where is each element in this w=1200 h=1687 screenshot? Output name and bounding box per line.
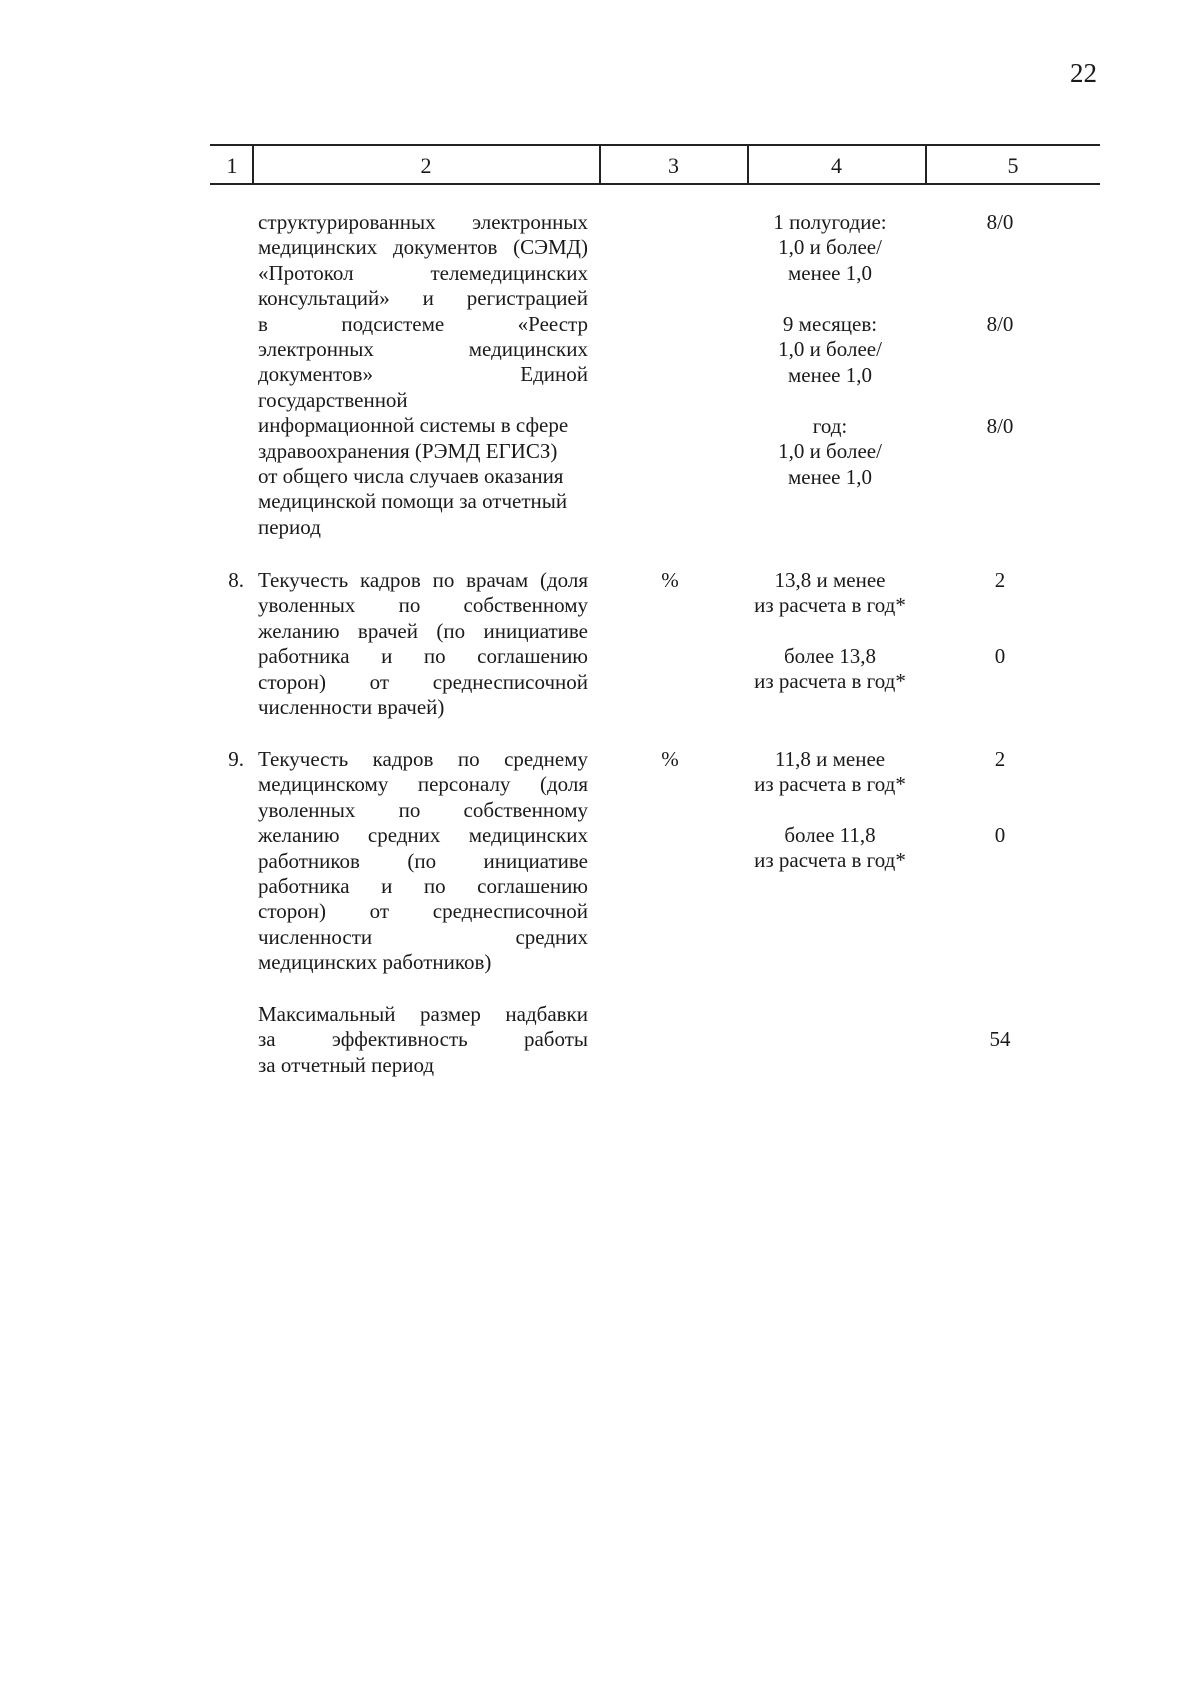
text-line: государственной xyxy=(258,387,408,412)
criterion-line: 11,8 и менее xyxy=(774,747,886,771)
row9-criterion xyxy=(725,823,935,874)
text-line: численности врачей) xyxy=(258,695,445,720)
header-bottom-border xyxy=(210,183,1100,185)
text-line: в подсистеме «Реестр xyxy=(258,311,588,336)
criterion-line: 1,0 и более/ xyxy=(778,439,882,464)
row8-number: 8. xyxy=(228,568,244,592)
text-line: работника и по соглашению xyxy=(258,644,588,669)
text-line: здравоохранения (РЭМД ЕГИСЗ) xyxy=(258,438,558,463)
text-line: желанию врачей (по инициативе xyxy=(258,618,588,643)
text-line: желанию средних медицинских xyxy=(258,823,588,848)
page-number: 22 xyxy=(1070,58,1097,88)
criterion-line: из расчета в год* xyxy=(754,593,906,618)
text-line: период xyxy=(258,514,321,539)
row8-score: 2 xyxy=(994,568,1006,592)
header-col-5: 5 xyxy=(1007,153,1019,178)
text-line: уволенных по собственному xyxy=(258,593,588,618)
criterion-line: из расчета в год* xyxy=(754,772,906,797)
criterion-label: 1 полугодие: xyxy=(773,210,887,234)
text-line: численности средних xyxy=(258,924,588,949)
text-line: Текучесть кадров по среднему xyxy=(258,747,588,771)
header-col-3: 3 xyxy=(668,153,679,178)
row9-criterion xyxy=(725,747,935,798)
criterion-line: менее 1,0 xyxy=(788,362,872,387)
text-line: медицинскому персоналу (доля xyxy=(258,772,588,797)
header-col-2: 2 xyxy=(420,153,432,178)
row7-criterion-year xyxy=(725,414,935,490)
row9-indicator xyxy=(258,747,588,976)
text-line: за эффективность работы xyxy=(258,1027,588,1052)
text-line: сторон) от среднесписочной xyxy=(258,899,588,924)
criterion-label: год: xyxy=(812,414,848,438)
row7-criterion-half-year xyxy=(725,210,935,286)
text-line: медицинских документов (СЭМД) xyxy=(258,235,588,260)
criterion-line: 1,0 и более/ xyxy=(778,337,882,362)
text-line: от общего числа случаев оказания xyxy=(258,464,564,489)
row7-score: 8/0 xyxy=(986,210,1014,234)
text-line: медицинской помощи за отчетный xyxy=(258,489,568,514)
row8-indicator xyxy=(258,568,588,720)
text-line: консультаций» и регистрацией xyxy=(258,286,588,311)
criterion-line: 1,0 и более/ xyxy=(778,235,882,260)
text-line: Текучесть кадров по врачам (доля xyxy=(258,568,588,592)
text-line: информационной системы в сфере xyxy=(258,413,569,438)
row7-score: 8/0 xyxy=(986,312,1014,336)
text-line: «Протокол телемедицинских xyxy=(258,260,588,285)
text-line: за отчетный период xyxy=(258,1052,435,1077)
row8-criterion xyxy=(725,568,935,619)
criterion-line: из расчета в год* xyxy=(754,669,906,694)
text-line: электронных медицинских xyxy=(258,337,588,362)
text-line: медицинских работников) xyxy=(258,950,492,975)
header-top-border xyxy=(210,144,1100,146)
row8-score: 0 xyxy=(994,644,1006,668)
criterion-line: менее 1,0 xyxy=(788,260,872,285)
criterion-line: более 13,8 xyxy=(783,644,877,668)
text-line: сторон) от среднесписочной xyxy=(258,669,588,694)
summary-label xyxy=(258,1002,588,1078)
criterion-line: менее 1,0 xyxy=(788,464,872,489)
text-line: Максимальный размер надбавки xyxy=(258,1002,588,1026)
text-line: уволенных по собственному xyxy=(258,797,588,822)
row9-number: 9. xyxy=(228,747,244,771)
row7-indicator xyxy=(258,210,588,540)
text-line: документов» Единой xyxy=(258,362,588,387)
header-col-1: 1 xyxy=(226,153,238,178)
row7-criterion-9-months xyxy=(725,312,935,388)
header-col-4: 4 xyxy=(831,153,842,178)
text-line: структурированных электронных xyxy=(258,210,588,234)
criterion-line: 13,8 и менее xyxy=(774,568,886,592)
criterion-label: 9 месяцев: xyxy=(782,312,878,336)
text-line: работников (по инициативе xyxy=(258,848,588,873)
text-line: работника и по соглашению xyxy=(258,874,588,899)
row9-unit: % xyxy=(661,747,679,771)
row8-unit: % xyxy=(661,568,679,592)
row9-score: 0 xyxy=(994,823,1006,847)
row8-criterion xyxy=(725,644,935,695)
criterion-line: из расчета в год* xyxy=(754,848,906,873)
row7-score: 8/0 xyxy=(986,414,1014,438)
criterion-line: более 11,8 xyxy=(784,823,876,847)
row9-score: 2 xyxy=(994,747,1006,771)
summary-score: 54 xyxy=(989,1027,1011,1051)
